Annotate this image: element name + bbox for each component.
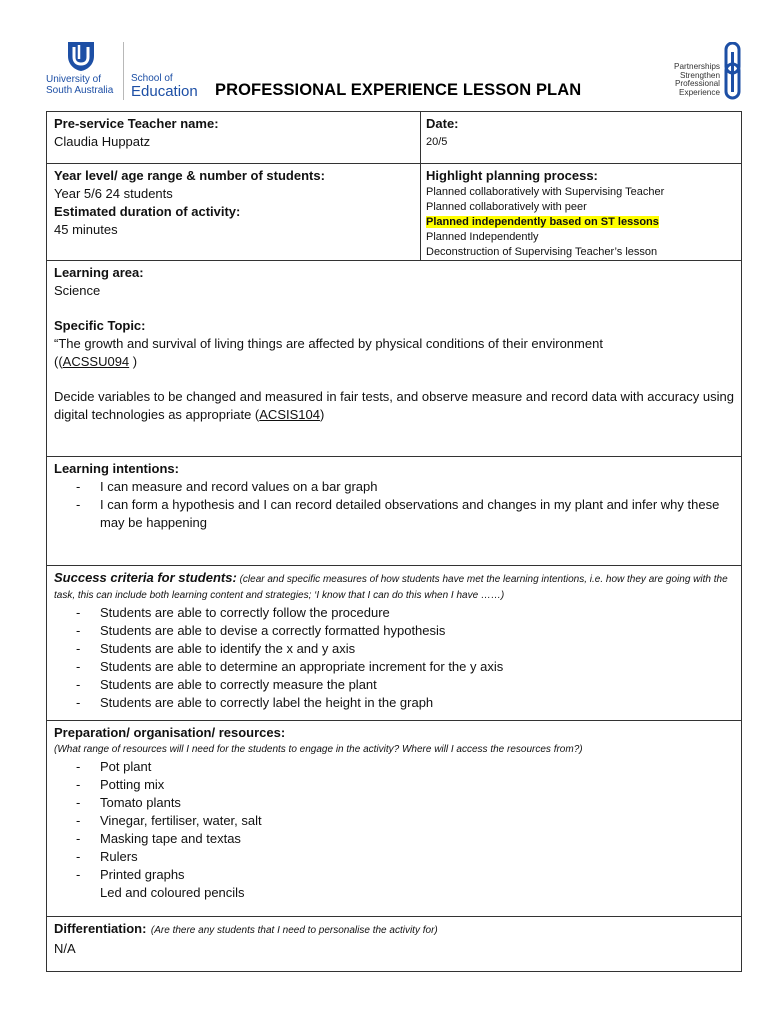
list-item: - Vinegar, fertiliser, water, salt [76, 813, 262, 828]
curriculum-code-link[interactable]: ACSSU094 [62, 354, 130, 369]
list-item: - Students are able to determine an appropriate increment for the y axis [76, 659, 504, 674]
list-item: - Students are able to identify the x and y axis [76, 641, 356, 656]
learning-intentions-label: Learning intentions: [54, 461, 179, 476]
list-item: - Masking tape and textas [76, 831, 241, 846]
list-item: - Students are able to correctly measure the plant [76, 677, 377, 692]
teacher-date-row [47, 112, 741, 163]
planning-option-highlighted: Planned independently based on ST lessons [426, 216, 659, 228]
list-item: - I can measure and record values on a bar graph [76, 479, 378, 494]
topic-text-2: Decide variables to be changed and measured in fair tests, and observe measure and record data with accuracy using digital technologies as appropriate (ACSIS104) [54, 389, 734, 422]
unisa-shield-icon [66, 40, 96, 72]
unisa-logo [46, 40, 121, 102]
differentiation-label: Differentiation: [54, 921, 147, 936]
teacher-name: Claudia Huppatz [54, 134, 151, 149]
document-header [0, 0, 768, 110]
resources-label: Preparation/ organisation/ resources: [54, 725, 286, 740]
planning-option: Deconstruction of Supervising Teacher’s lesson [426, 246, 658, 258]
logo-divider [123, 42, 124, 100]
partnerships-logo [632, 42, 744, 102]
school-small-label: School of [131, 73, 173, 84]
differentiation-note: (Are there any students that I need to personalise the activity for) [150, 925, 438, 936]
learning-intentions-list [54, 478, 734, 532]
list-item: - Students are able to correctly label the height in the graph [76, 695, 434, 710]
list-item: - Pot plant [76, 759, 152, 774]
differentiation-row [47, 916, 741, 971]
year-level-label: Year level/ age range & number of students: [54, 168, 325, 183]
list-item: - Rulers [76, 849, 138, 864]
university-name: University of South Australia [46, 74, 114, 96]
success-criteria-row [47, 565, 741, 720]
partnerships-logo-text: Partnerships Strengthen Professional Experience [674, 62, 720, 97]
document-title: PROFESSIONAL EXPERIENCE LESSON PLAN [215, 81, 582, 99]
date-label: Date: [426, 116, 459, 131]
resources-row [47, 720, 741, 916]
resources-note: (What range of resources will I need for the students to engage in the activity? Where will I access the resources from?) [54, 744, 583, 755]
list-item: - Students are able to correctly follow the procedure [76, 605, 390, 620]
curriculum-code-link[interactable]: ACSIS104 [259, 407, 320, 422]
specific-topic-label: Specific Topic: [54, 318, 146, 333]
year-level-value: Year 5/6 24 students [54, 186, 173, 201]
learning-area-row [47, 260, 741, 456]
success-criteria-label: Success criteria for students: [54, 570, 237, 585]
list-item: - Students are able to devise a correctly formatted hypothesis [76, 623, 446, 638]
planning-option: Planned Independently [426, 231, 539, 243]
list-item: - I can form a hypothesis and I can record detailed observations and changes in my plant and infer why these may be happening [76, 497, 720, 530]
learning-area-value: Science [54, 283, 101, 298]
year-duration-cell [47, 164, 421, 260]
success-criteria-list [54, 604, 734, 712]
lesson-plan-table [46, 111, 742, 972]
school-of-education-logo [131, 74, 198, 100]
planning-cell [421, 164, 741, 260]
date-cell [421, 112, 741, 163]
list-item: Led and coloured pencils [100, 885, 245, 900]
partnerships-mark-icon [722, 42, 744, 100]
differentiation-value: N/A [54, 941, 76, 956]
list-item: - Tomato plants [76, 795, 181, 810]
duration-label: Estimated duration of activity: [54, 204, 241, 219]
learning-area-label: Learning area: [54, 265, 144, 280]
date-value: 20/5 [426, 136, 448, 148]
topic-text-1: “The growth and survival of living things are affected by physical conditions of their environment ((ACSSU094 ) [54, 336, 603, 369]
duration-value: 45 minutes [54, 222, 118, 237]
list-item: - Potting mix [76, 777, 165, 792]
teacher-cell [47, 112, 421, 163]
teacher-label: Pre-service Teacher name: [54, 116, 219, 131]
resources-list [54, 758, 734, 902]
list-item: - Printed graphs [76, 867, 185, 882]
school-big-label: Education [131, 83, 198, 100]
planning-option: Planned collaboratively with Supervising Teacher [426, 186, 665, 198]
planning-label: Highlight planning process: [426, 168, 598, 183]
year-planning-row [47, 163, 741, 260]
learning-intentions-row [47, 456, 741, 565]
success-criteria-note: (clear and specific measures of how students have met the learning intentions, i.e. how they are going with the task, this can include both learning content and strategies; ‘I know that I can do this when I have ……) [54, 574, 728, 601]
planning-option: Planned collaboratively with peer [426, 201, 587, 213]
